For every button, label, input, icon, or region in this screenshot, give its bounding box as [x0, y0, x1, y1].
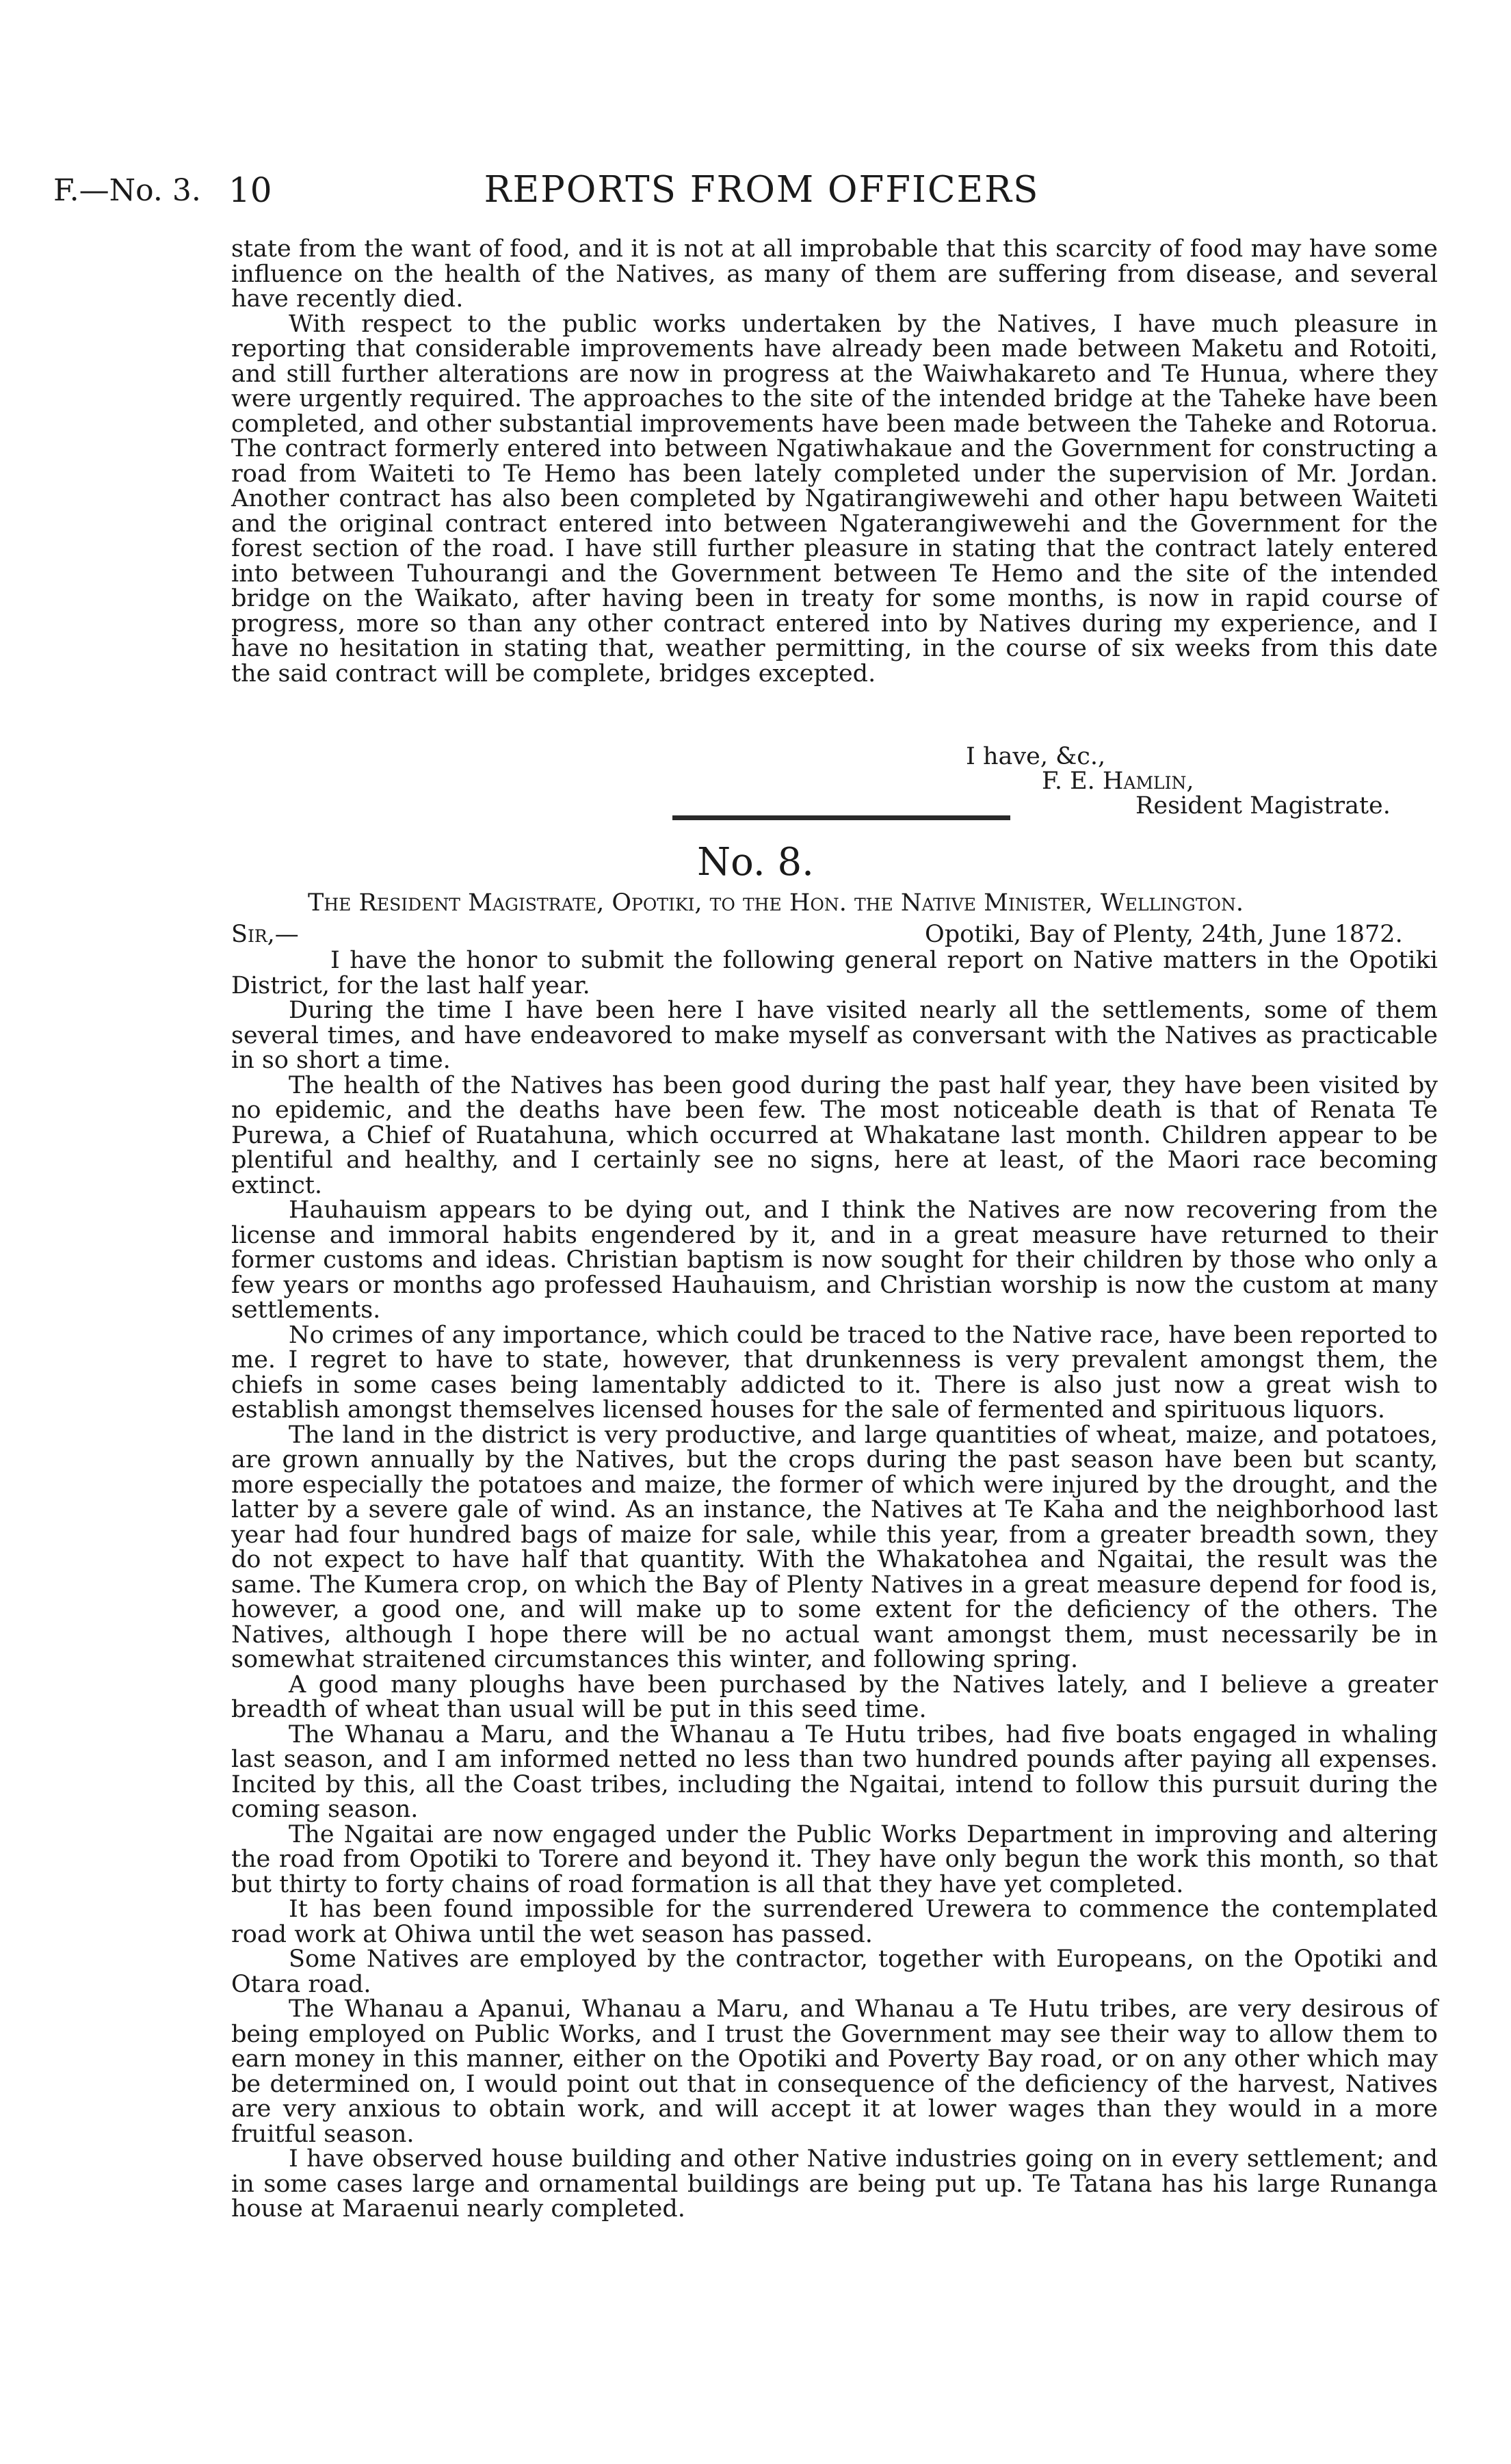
salutation: Sir,—: [231, 921, 299, 948]
paragraph: A good many ploughs have been purchased by the Natives lately, and I believe a greater breadth of wheat than usual will be put in this seed time.: [231, 1670, 1438, 1723]
running-title: REPORTS FROM OFFICERS: [484, 169, 1040, 211]
signatory-role: Resident Magistrate.: [1135, 792, 1391, 820]
document-reference: F.—No. 3.: [53, 173, 201, 208]
paragraph: I have observed house building and other Native industries going on in every settlement; and in some cases large and ornamental buildings are being put up. Te Tatana has his large Runanga house at Maraenui nearly completed.: [231, 2145, 1438, 2223]
place-and-date: Opotiki, Bay of Plenty, 24th, June 1872.: [925, 921, 1403, 948]
paragraph: The Ngaitai are now engaged under the Public Works Department in improving and altering the road from Opotiki to Torere and beyond it. They have only begun the work this month, so that but thirty to forty chains of road formation is all that they have yet completed.: [231, 1820, 1438, 1898]
paragraph: The health of the Natives has been good during the past half year, they have been visited by no epidemic, and the deaths have been few. The most noticeable death is that of Renata Te Purewa, a Chief of Ruatahuna, which occurred at Whakatane last month. Children appear to be plentiful and healthy, and I certainly see no signs, here at least, of the Maori race becoming extinct.: [231, 1071, 1438, 1199]
paragraph: During the time I have been here I have visited nearly all the settlements, some of them several times, and have endeavored to make myself as conversant with the Natives as practicable in so short a time.: [231, 997, 1438, 1074]
report-8-body: [231, 948, 1438, 2222]
paragraph: The Whanau a Maru, and the Whanau a Te Hutu tribes, had five boats engaged in whaling last season, and I am informed netted no less than two hundred pounds after paying all expenses. Incited by this, all the Coast tribes, including the Ngaitai, intend to follow this pursuit during the coming season.: [231, 1720, 1438, 1823]
section-divider: [672, 815, 1010, 820]
closing-line: I have, &c.,: [966, 743, 1106, 770]
paragraph: No crimes of any importance, which could be traced to the Native race, have been reported to me. I regret to have to state, however, that drunkenness is very prevalent amongst them, the chiefs in some cases being lamentably addicted to it. There is also just now a great wish to establish amongst themselves licensed houses for the sale of fermented and spirituous liquors.: [231, 1321, 1438, 1424]
paragraph: state from the want of food, and it is not at all improbable that this scarcity of food may have some influence on the health of the Natives, as many of them are suffering from disease, and several have recently died.: [231, 235, 1438, 313]
paragraph: Some Natives are employed by the contractor, together with Europeans, on the Opotiki and Otara road.: [231, 1945, 1438, 1998]
page-number: 10: [228, 170, 272, 210]
paragraph: The Whanau a Apanui, Whanau a Maru, and Whanau a Te Hutu tribes, are very desirous of being employed on Public Works, and I trust the Government may see their way to allow them to earn money in this manner, either on the Opotiki and Poverty Bay road, or on any other which may be determined on, I would point out that in consequence of the deficiency of the harvest, Natives are very anxious to obtain work, and will accept it at lower wages than they would in a more fruitful season.: [231, 1995, 1438, 2148]
section-heading: No. 8.: [697, 840, 814, 884]
paragraph: It has been found impossible for the surrendered Urewera to commence the contemplated road work at Ohiwa until the wet season has passed.: [231, 1896, 1438, 1948]
paragraph: I have the honor to submit the following general report on Native matters in the Opotiki District, for the last half year.: [231, 947, 1438, 999]
page-header: [53, 168, 1470, 215]
address-line: The Resident Magistrate, Opotiki, to the Hon. the Native Minister, Wellington.: [308, 889, 1244, 917]
paragraph: Hauhauism appears to be dying out, and I think the Natives are now recovering from the license and immoral habits engendered by it, and in a great measure have returned to their former customs and ideas. Christian baptism is now sought for their children by those who only a few years or months ago professed Hauhauism, and Christian worship is now the custom at many settlements.: [231, 1196, 1438, 1324]
report-7-body: [231, 237, 1438, 686]
paragraph: The land in the district is very productive, and large quantities of wheat, maize, and potatoes, are grown annually by the Natives, but the crops during the past season have been but scanty, more especially the potatoes and maize, the former of which were injured by the drought, and the latter by a severe gale of wind. As an instance, the Natives at Te Kaha and the neighborhood last year had four hundred bags of maize for sale, while this year, from a greater breadth sown, they do not expect to have half that quantity. With the Whakatohea and Ngaitai, the result was the same. The Kumera crop, on which the Bay of Plenty Natives in a great measure depend for food is, however, a good one, and will make up to some extent for the deficiency of the others. The Natives, although I hope there will be no actual want amongst them, must necessarily be in somewhat straitened circumstances this winter, and following spring.: [231, 1421, 1438, 1673]
paragraph: With respect to the public works undertaken by the Natives, I have much pleasure in reporting that considerable improvements have already been made between Maketu and Rotoiti, and still further alterations are now in progress at the Waiwhakareto and Te Hunua, where they were urgently required. The approaches to the site of the intended bridge at the Taheke have been completed, and other substantial improvements have been made between the Taheke and Rotorua. The contract formerly entered into between Ngatiwhakaue and the Government for constructing a road from Waiteti to Te Hemo has been lately completed under the supervision of Mr. Jordan. Another contract has also been completed by Ngatirangiwewehi and other hapu between Waiteti and the original contract entered into between Ngaterangiwewehi and the Government for the forest section of the road. I have still further pleasure in stating that the contract lately entered into between Tuhourangi and the Government between Te Hemo and the site of the intended bridge on the Waikato, after having been in treaty for some months, is now in rapid course of progress, more so than any other contract entered into by Natives during my experience, and I have no hesitation in stating that, weather permitting, in the course of six weeks from this date the said contract will be complete, bridges excepted.: [231, 310, 1438, 687]
signatory: F. E. Hamlin,: [1042, 768, 1194, 795]
